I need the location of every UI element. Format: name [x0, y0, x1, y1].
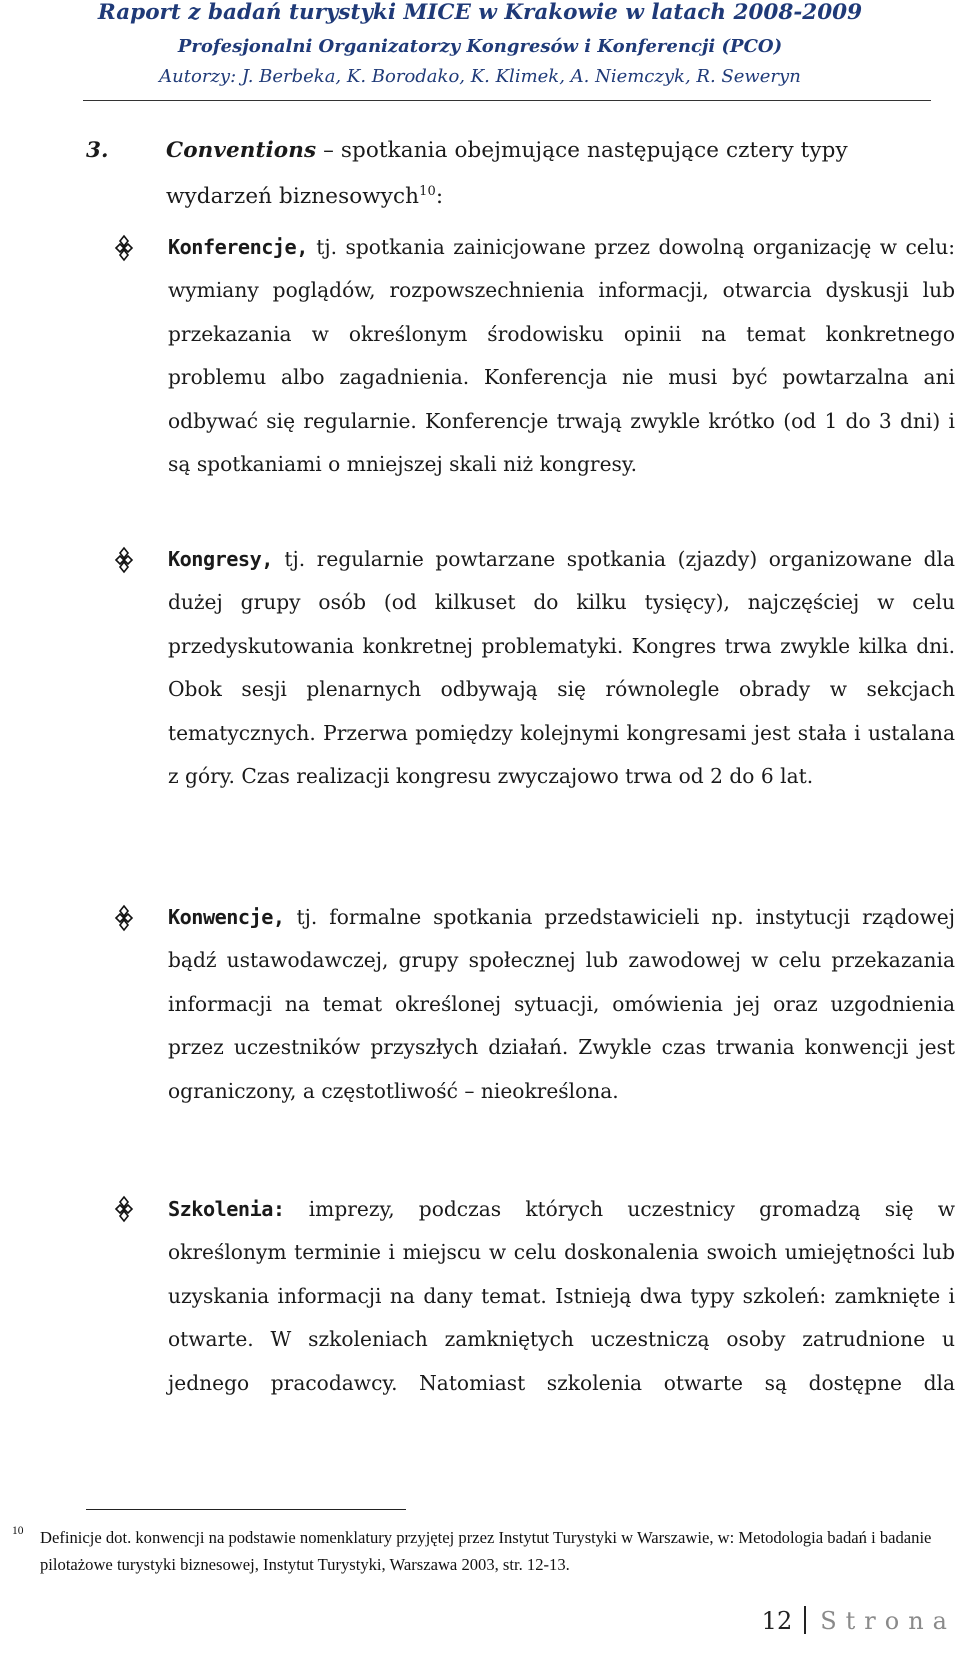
report-authors: Autorzy: J. Berbeka, K. Borodako, K. Klimek, A. Niemczyk, R. Seweryn: [159, 66, 801, 87]
diamond-bullet-icon: [112, 1194, 152, 1224]
item-term: Konwencje,: [168, 905, 285, 929]
footnote-number: 10: [12, 1525, 24, 1537]
list-item-konwencje: [168, 896, 955, 1113]
page-footer: [762, 1606, 956, 1635]
section-colon: :: [435, 184, 444, 209]
footer-separator: [804, 1606, 806, 1634]
section-term: Conventions: [166, 138, 317, 163]
header-divider: [83, 100, 931, 101]
footnote-text: Definicje dot. konwencji na podstawie nomenklatury przyjętej przez Instytut Turystyki w Warszawie, w: Metodologia badań i badanie pilotażowe turystyki biznesowej, Instytut Turystyki, Warszawa 2003, str. 12-13.: [40, 1528, 932, 1574]
footnote-divider: [86, 1509, 406, 1510]
list-item-kongresy: [168, 538, 955, 798]
list-item-szkolenia: [168, 1188, 955, 1405]
item-term: Konferencje,: [168, 235, 308, 259]
diamond-bullet-icon: [112, 233, 152, 263]
item-term: Kongresy,: [168, 547, 273, 571]
section-intro: [166, 128, 956, 220]
item-text: imprezy, podczas których uczestnicy gromadzą się w określonym terminie i miejscu w celu doskonalenia swoich umiejętności lub uzyskania informacji na dany temat. Istnieją dwa typy szkoleń: zamknięte i otwarte. W szkoleniach zamkniętych uczestniczą osoby zatrudnione u jednego pracodawcy. Natomiast szkolenia otwarte są dostępne dla: [168, 1197, 955, 1395]
item-text: tj. spotkania zainicjowane przez dowolną organizację w celu: wymiany poglądów, rozpowszechnienia informacji, otwarcia dyskusji lub przekazania w określonym środowisku opinii na temat konkretnego problemu albo zagadnienia. Konferencja nie musi być powtarzalna ani odbywać się regularnie. Konferencje trwają zwykle krótko (od 1 do 3 dni) i są spotkaniami o mniejszej skali niż kongresy.: [168, 235, 955, 477]
footnote-reference[interactable]: 10: [419, 183, 436, 199]
page-word: Strona: [820, 1607, 956, 1635]
report-subtitle: Profesjonalni Organizatorzy Kongresów i Konferencji (PCO): [177, 36, 783, 57]
section-number: 3.: [86, 138, 109, 163]
list-item-konferencje: [168, 226, 955, 486]
diamond-bullet-icon: [112, 903, 152, 933]
section-text: – spotkania obejmujące następujące cztery typy wydarzeń biznesowych: [166, 138, 848, 209]
page-number: 12: [761, 1607, 793, 1635]
item-term: Szkolenia:: [168, 1197, 285, 1221]
item-text: tj. regularnie powtarzane spotkania (zjazdy) organizowane dla dużej grupy osób (od kilkuset do kilku tysięcy), najczęściej w celu przedyskutowania konkretnej problematyki. Kongres trwa zwykle kilka dni. Obok sesji plenarnych odbywają się równolegle obrady w sekcjach tematycznych. Przerwa pomiędzy kolejnymi kongresami jest stała i ustalana z góry. Czas realizacji kongresu zwyczajowo trwa od 2 do 6 lat.: [168, 547, 955, 789]
diamond-bullet-icon: [112, 545, 152, 575]
item-text: tj. formalne spotkania przedstawicieli np. instytucji rządowej bądź ustawodawczej, grupy społecznej lub zawodowej w celu przekazania informacji na temat określonej sytuacji, omówienia jej oraz uzgodnienia przez uczestników przyszłych działań. Zwykle czas trwania konwencji jest ograniczony, a częstotliwość – nieokreślona.: [168, 905, 955, 1103]
report-title: Raport z badań turystyki MICE w Krakowie w latach 2008-2009: [97, 0, 863, 25]
